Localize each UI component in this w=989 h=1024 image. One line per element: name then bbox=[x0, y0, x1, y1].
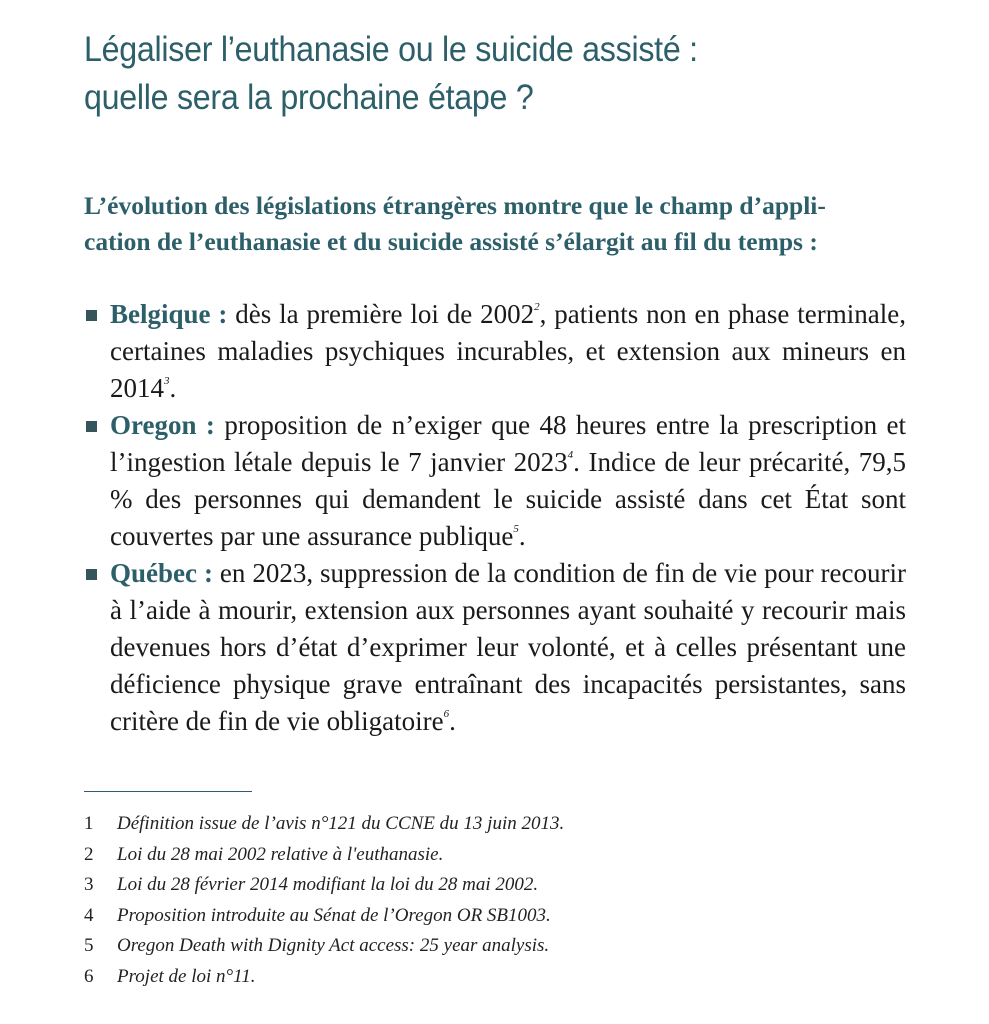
intro-line-2: cation de l’euthanasie et du suicide assisté s’élargit au fil du temps : bbox=[84, 227, 818, 256]
list-item-oregon bbox=[84, 407, 906, 555]
intro-line-1: L’évolution des législations étrangères montre que le champ d’appli- bbox=[84, 191, 826, 220]
footnote-text: Loi du 28 mai 2002 relative à l'euthanasie. bbox=[117, 843, 444, 865]
country-list bbox=[84, 296, 906, 740]
item-text: , patients non en phase terminale, certaines maladies psychiques incurables, et extension aux mineurs en 2014 bbox=[110, 299, 906, 403]
square-bullet-icon bbox=[86, 310, 97, 321]
footnote-ref[interactable]: 4 bbox=[567, 449, 574, 461]
footnotes-list bbox=[84, 809, 884, 992]
item-text: . Indice de leur précarité, 79,5 % des personnes qui demandent le suicide assisté dans cet État sont couvertes par une assurance publique bbox=[110, 447, 906, 551]
footnote-text: Projet de loi n°11. bbox=[117, 965, 256, 987]
footnote-text: Oregon Death with Dignity Act access: 25 year analysis. bbox=[117, 935, 550, 956]
list-item-belgique bbox=[84, 296, 906, 407]
item-text: en 2023, suppression de la condition de fin de vie pour recourir à l’aide à mourir, extension aux personnes ayant souhaité y recourir mais devenues hors d’état d’exprimer leur volonté, et à celles présentant une déficience physique grave entraînant des incapacités persistantes, sans critère de fin de vie obligatoire bbox=[110, 558, 907, 736]
footnote-item bbox=[84, 901, 884, 932]
title-line-1: Légaliser l’euthanasie ou le suicide assisté : bbox=[84, 30, 698, 69]
item-label: Québec : bbox=[110, 558, 213, 588]
title-line-2: quelle sera la prochaine étape ? bbox=[84, 78, 534, 117]
footnote-divider bbox=[84, 791, 252, 792]
footnote-text: Loi du 28 février 2014 modifiant la loi du 28 mai 2002. bbox=[117, 874, 539, 895]
footnote-number: 1 bbox=[84, 813, 94, 834]
footnote-number: 2 bbox=[84, 843, 94, 865]
footnote-ref[interactable]: 2 bbox=[534, 301, 540, 313]
item-text: . bbox=[518, 521, 526, 551]
footnote-item bbox=[84, 931, 884, 962]
footnote-text: Définition issue de l’avis n°121 du CCNE du 13 juin 2013. bbox=[117, 813, 565, 834]
footnote-item bbox=[84, 870, 884, 901]
footnote-ref[interactable]: 5 bbox=[513, 523, 519, 535]
item-label: Belgique : bbox=[110, 299, 228, 329]
footnote-item bbox=[84, 840, 884, 871]
footnote-number: 3 bbox=[84, 874, 94, 895]
page-title bbox=[84, 26, 875, 122]
item-label: Oregon : bbox=[110, 410, 215, 440]
footnote-ref[interactable]: 6 bbox=[443, 708, 450, 720]
item-text: proposition de n’exiger que 48 heures entre la prescription et l’ingestion létale depuis le 7 janvier 2023 bbox=[110, 410, 906, 477]
item-text: dès la première loi de 2002 bbox=[235, 299, 535, 329]
item-text: . bbox=[169, 373, 177, 403]
footnote-item bbox=[84, 962, 884, 993]
intro-paragraph bbox=[84, 188, 914, 260]
footnote-text: Proposition introduite au Sénat de l’Oregon OR SB1003. bbox=[117, 904, 551, 926]
footnote-item bbox=[84, 809, 884, 840]
footnote-number: 5 bbox=[84, 935, 94, 956]
list-item-quebec bbox=[84, 555, 906, 740]
footnote-ref[interactable]: 3 bbox=[164, 375, 170, 387]
item-text: . bbox=[449, 706, 456, 736]
footnote-number: 4 bbox=[84, 904, 94, 926]
square-bullet-icon bbox=[86, 569, 97, 580]
footnote-number: 6 bbox=[84, 965, 94, 987]
square-bullet-icon bbox=[86, 421, 97, 432]
